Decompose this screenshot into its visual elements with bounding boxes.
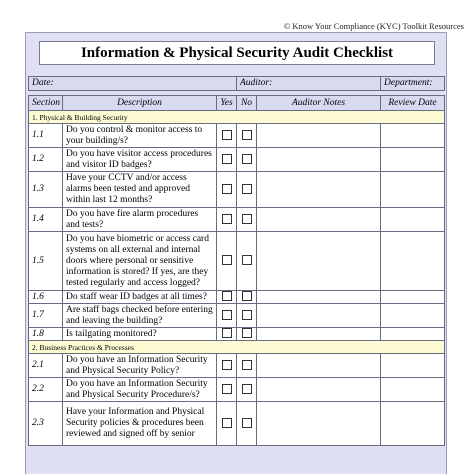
auditor-notes-field[interactable] — [257, 378, 381, 402]
item-description: Do you have biometric or access card systems on all external and internal doors where personal or sensitive information is stored? If yes, are they tested regularly and access logged? — [63, 232, 217, 291]
review-date-field[interactable] — [381, 402, 445, 446]
auditor-notes-field[interactable] — [257, 208, 381, 232]
audit-table — [28, 76, 445, 446]
item-number: 1.3 — [29, 172, 63, 208]
review-date-field[interactable] — [381, 304, 445, 328]
auditor-notes-field[interactable] — [257, 124, 381, 148]
review-date-field[interactable] — [381, 378, 445, 402]
no-checkbox-cell — [237, 232, 257, 291]
header-yes: Yes — [217, 96, 237, 111]
header-notes: Auditor Notes — [257, 96, 381, 111]
header-description: Description — [63, 96, 217, 111]
no-checkbox-cell — [237, 328, 257, 341]
auditor-field[interactable] — [237, 77, 381, 91]
auditor-label: Auditor: — [240, 78, 273, 88]
header-row — [29, 96, 445, 111]
no-checkbox-cell — [237, 378, 257, 402]
review-date-field[interactable] — [381, 291, 445, 304]
item-number: 2.3 — [29, 402, 63, 446]
no-checkbox-cell — [237, 304, 257, 328]
yes-checkbox-cell — [217, 328, 237, 341]
yes-checkbox[interactable] — [222, 130, 232, 140]
auditor-notes-field[interactable] — [257, 304, 381, 328]
yes-checkbox-cell — [217, 208, 237, 232]
checklist-row — [29, 328, 445, 341]
header-no: No — [237, 96, 257, 111]
yes-checkbox-cell — [217, 232, 237, 291]
no-checkbox[interactable] — [242, 310, 252, 320]
yes-checkbox[interactable] — [222, 360, 232, 370]
item-number: 2.2 — [29, 378, 63, 402]
review-date-field[interactable] — [381, 124, 445, 148]
no-checkbox[interactable] — [242, 328, 252, 338]
header-section: Section — [29, 96, 63, 111]
section-title: 1. Physical & Building Security — [29, 111, 445, 124]
checklist-row — [29, 232, 445, 291]
no-checkbox-cell — [237, 354, 257, 378]
yes-checkbox[interactable] — [222, 184, 232, 194]
auditor-notes-field[interactable] — [257, 402, 381, 446]
checklist-row — [29, 124, 445, 148]
yes-checkbox[interactable] — [222, 328, 232, 338]
auditor-notes-field[interactable] — [257, 354, 381, 378]
item-number: 1.1 — [29, 124, 63, 148]
item-number: 1.8 — [29, 328, 63, 341]
section-title: 2. Business Practices & Processes — [29, 341, 445, 354]
item-number: 2.1 — [29, 354, 63, 378]
no-checkbox[interactable] — [242, 184, 252, 194]
no-checkbox[interactable] — [242, 255, 252, 265]
section-header-row — [29, 111, 445, 124]
no-checkbox[interactable] — [242, 384, 252, 394]
review-date-field[interactable] — [381, 148, 445, 172]
copyright-text: © Know Your Compliance (KYC) Toolkit Resources — [283, 21, 464, 31]
document-title: Information & Physical Security Audit Checklist — [39, 41, 435, 65]
review-date-field[interactable] — [381, 354, 445, 378]
auditor-notes-field[interactable] — [257, 232, 381, 291]
yes-checkbox[interactable] — [222, 291, 232, 301]
yes-checkbox[interactable] — [222, 255, 232, 265]
no-checkbox-cell — [237, 402, 257, 446]
item-number: 1.2 — [29, 148, 63, 172]
item-description: Do you have an Information Security and Physical Security Procedure/s? — [63, 378, 217, 402]
yes-checkbox[interactable] — [222, 310, 232, 320]
auditor-notes-field[interactable] — [257, 291, 381, 304]
item-number: 1.4 — [29, 208, 63, 232]
no-checkbox-cell — [237, 124, 257, 148]
item-description: Do staff wear ID badges at all times? — [63, 291, 217, 304]
yes-checkbox[interactable] — [222, 154, 232, 164]
department-label: Department: — [384, 78, 433, 88]
department-field[interactable] — [381, 77, 445, 91]
checklist-row — [29, 304, 445, 328]
checklist-row — [29, 208, 445, 232]
yes-checkbox[interactable] — [222, 418, 232, 428]
item-description: Do you control & monitor access to your building/s? — [63, 124, 217, 148]
checklist-row — [29, 291, 445, 304]
yes-checkbox-cell — [217, 402, 237, 446]
item-description: Do you have an Information Security and Physical Security Policy? — [63, 354, 217, 378]
section-header-row — [29, 341, 445, 354]
no-checkbox[interactable] — [242, 360, 252, 370]
header-review-date: Review Date — [381, 96, 445, 111]
info-row — [29, 77, 445, 91]
no-checkbox-cell — [237, 172, 257, 208]
no-checkbox[interactable] — [242, 154, 252, 164]
no-checkbox[interactable] — [242, 214, 252, 224]
review-date-field[interactable] — [381, 172, 445, 208]
checklist-row — [29, 402, 445, 446]
no-checkbox[interactable] — [242, 291, 252, 301]
yes-checkbox-cell — [217, 378, 237, 402]
yes-checkbox-cell — [217, 148, 237, 172]
checklist-row — [29, 354, 445, 378]
auditor-notes-field[interactable] — [257, 328, 381, 341]
no-checkbox[interactable] — [242, 418, 252, 428]
no-checkbox-cell — [237, 148, 257, 172]
item-description: Have your Information and Physical Security policies & procedures been reviewed and signed off by senior — [63, 402, 217, 446]
yes-checkbox-cell — [217, 172, 237, 208]
auditor-notes-field[interactable] — [257, 148, 381, 172]
date-field[interactable] — [29, 77, 237, 91]
review-date-field[interactable] — [381, 328, 445, 341]
review-date-field[interactable] — [381, 208, 445, 232]
yes-checkbox-cell — [217, 291, 237, 304]
auditor-notes-field[interactable] — [257, 172, 381, 208]
no-checkbox-cell — [237, 291, 257, 304]
item-number: 1.5 — [29, 232, 63, 291]
review-date-field[interactable] — [381, 232, 445, 291]
item-description: Do you have visitor access procedures and visitor ID badges? — [63, 148, 217, 172]
date-label: Date: — [32, 78, 54, 88]
item-description: Have your CCTV and/or access alarms been tested and approved within last 12 months? — [63, 172, 217, 208]
yes-checkbox-cell — [217, 304, 237, 328]
item-number: 1.6 — [29, 291, 63, 304]
checklist-frame — [25, 32, 447, 474]
checklist-row — [29, 148, 445, 172]
no-checkbox-cell — [237, 208, 257, 232]
item-description: Do you have fire alarm procedures and tests? — [63, 208, 217, 232]
checklist-row — [29, 172, 445, 208]
yes-checkbox[interactable] — [222, 384, 232, 394]
yes-checkbox[interactable] — [222, 214, 232, 224]
item-description: Are staff bags checked before entering and leaving the building? — [63, 304, 217, 328]
yes-checkbox-cell — [217, 124, 237, 148]
item-number: 1.7 — [29, 304, 63, 328]
item-description: Is tailgating monitored? — [63, 328, 217, 341]
checklist-row — [29, 378, 445, 402]
no-checkbox[interactable] — [242, 130, 252, 140]
yes-checkbox-cell — [217, 354, 237, 378]
